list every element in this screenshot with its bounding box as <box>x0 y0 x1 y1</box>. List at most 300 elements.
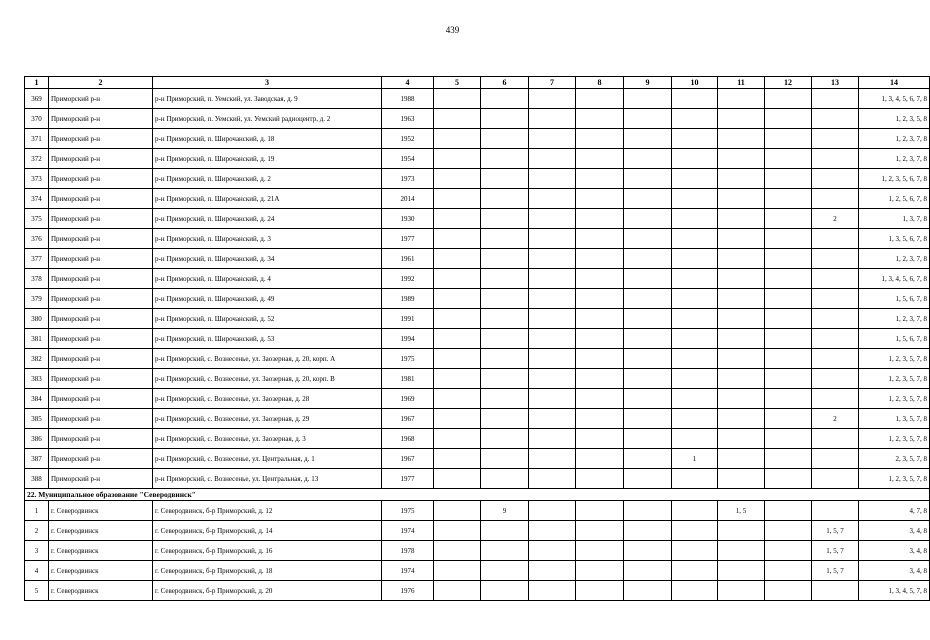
col12-cell <box>765 149 812 169</box>
col8-cell <box>576 289 624 309</box>
col7-cell <box>529 561 576 581</box>
col5-cell <box>434 561 481 581</box>
table-row <box>25 289 930 309</box>
section-title: 22. Муниципальное образование "Северодвинск" <box>25 489 930 501</box>
district-cell: Приморский р-н <box>49 429 153 449</box>
col9-cell <box>624 449 672 469</box>
col10-cell <box>672 269 718 289</box>
district-cell: Приморский р-н <box>49 309 153 329</box>
table-row <box>25 249 930 269</box>
col10-cell <box>672 249 718 269</box>
col8-cell <box>576 469 624 489</box>
col8-cell <box>576 389 624 409</box>
year-cell: 1974 <box>382 561 434 581</box>
year-cell: 1975 <box>382 501 434 521</box>
col14-cell: 1, 2, 3, 5, 7, 8 <box>859 369 930 389</box>
col7-cell <box>529 469 576 489</box>
row-number: 369 <box>25 89 49 109</box>
year-cell: 1967 <box>382 409 434 429</box>
col5-cell <box>434 289 481 309</box>
table-row <box>25 541 930 561</box>
address-cell: р-н Приморский, с. Вознесенье, ул. Центральная, д. 13 <box>153 469 382 489</box>
col14-cell: 1, 3, 7, 8 <box>859 209 930 229</box>
col14-cell: 1, 3, 5, 6, 7, 8 <box>859 229 930 249</box>
address-cell: р-н Приморский, п. Широчанский, д. 2 <box>153 169 382 189</box>
year-cell: 1967 <box>382 449 434 469</box>
row-number: 2 <box>25 521 49 541</box>
col11-cell <box>718 309 765 329</box>
col13-cell <box>812 469 859 489</box>
col10-cell: 1 <box>672 449 718 469</box>
column-header: 7 <box>529 77 576 89</box>
row-number: 388 <box>25 469 49 489</box>
col14-cell: 2, 3, 5, 7, 8 <box>859 449 930 469</box>
district-cell: г. Северодвинск <box>49 521 153 541</box>
col13-cell <box>812 89 859 109</box>
col7-cell <box>529 249 576 269</box>
col9-cell <box>624 229 672 249</box>
page-number: 439 <box>445 25 460 35</box>
col5-cell <box>434 309 481 329</box>
col11-cell <box>718 521 765 541</box>
address-cell: р-н Приморский, п. Уемский, ул. Заводская, д. 9 <box>153 89 382 109</box>
col10-cell <box>672 521 718 541</box>
col12-cell <box>765 209 812 229</box>
table-row <box>25 449 930 469</box>
year-cell: 2014 <box>382 189 434 209</box>
col14-cell: 3, 4, 8 <box>859 541 930 561</box>
col11-cell <box>718 469 765 489</box>
year-cell: 1978 <box>382 541 434 561</box>
year-cell: 1973 <box>382 169 434 189</box>
col5-cell <box>434 269 481 289</box>
col14-cell: 1, 2, 3, 5, 7, 8 <box>859 389 930 409</box>
col14-cell: 4, 7, 8 <box>859 501 930 521</box>
col8-cell <box>576 209 624 229</box>
col9-cell <box>624 409 672 429</box>
col10-cell <box>672 329 718 349</box>
table-row <box>25 389 930 409</box>
row-number: 1 <box>25 501 49 521</box>
row-number: 5 <box>25 581 49 601</box>
col5-cell <box>434 541 481 561</box>
district-cell: Приморский р-н <box>49 229 153 249</box>
col5-cell <box>434 209 481 229</box>
column-header: 6 <box>481 77 529 89</box>
col8-cell <box>576 229 624 249</box>
table-row <box>25 169 930 189</box>
address-cell: р-н Приморский, с. Вознесенье, ул. Заозерная, д. 29 <box>153 409 382 429</box>
col11-cell <box>718 429 765 449</box>
col11-cell <box>718 389 765 409</box>
col8-cell <box>576 249 624 269</box>
district-cell: г. Северодвинск <box>49 581 153 601</box>
year-cell: 1954 <box>382 149 434 169</box>
col14-cell: 1, 2, 3, 7, 8 <box>859 309 930 329</box>
district-cell: Приморский р-н <box>49 149 153 169</box>
col12-cell <box>765 129 812 149</box>
col12-cell <box>765 541 812 561</box>
col6-cell <box>481 109 529 129</box>
col13-cell <box>812 109 859 129</box>
address-cell: г. Северодвинск, б-р Приморский, д. 18 <box>153 561 382 581</box>
col8-cell <box>576 329 624 349</box>
address-cell: р-н Приморский, с. Вознесенье, ул. Заозерная, д. 20, корп. В <box>153 369 382 389</box>
col9-cell <box>624 289 672 309</box>
col13-cell <box>812 349 859 369</box>
table-row <box>25 209 930 229</box>
address-cell: р-н Приморский, п. Широчанский, д. 18 <box>153 129 382 149</box>
col7-cell <box>529 129 576 149</box>
col5-cell <box>434 449 481 469</box>
col5-cell <box>434 89 481 109</box>
col9-cell <box>624 561 672 581</box>
col9-cell <box>624 249 672 269</box>
col6-cell <box>481 409 529 429</box>
district-cell: г. Северодвинск <box>49 501 153 521</box>
district-cell: Приморский р-н <box>49 129 153 149</box>
year-cell: 1976 <box>382 581 434 601</box>
row-number: 375 <box>25 209 49 229</box>
col13-cell <box>812 581 859 601</box>
col11-cell <box>718 129 765 149</box>
col5-cell <box>434 109 481 129</box>
column-header: 1 <box>25 77 49 89</box>
year-cell: 1991 <box>382 309 434 329</box>
address-cell: г. Северодвинск, б-р Приморский, д. 16 <box>153 541 382 561</box>
col14-cell: 1, 3, 4, 5, 6, 7, 8 <box>859 89 930 109</box>
address-cell: р-н Приморский, с. Вознесенье, ул. Заозерная, д. 28 <box>153 389 382 409</box>
col5-cell <box>434 409 481 429</box>
table-row <box>25 309 930 329</box>
col8-cell <box>576 129 624 149</box>
col5-cell <box>434 189 481 209</box>
col6-cell <box>481 209 529 229</box>
col9-cell <box>624 389 672 409</box>
col6-cell <box>481 561 529 581</box>
col11-cell <box>718 149 765 169</box>
col10-cell <box>672 149 718 169</box>
col7-cell <box>529 429 576 449</box>
col10-cell <box>672 189 718 209</box>
col8-cell <box>576 561 624 581</box>
col9-cell <box>624 129 672 149</box>
col11-cell <box>718 189 765 209</box>
col7-cell <box>529 149 576 169</box>
row-number: 373 <box>25 169 49 189</box>
address-cell: г. Северодвинск, б-р Приморский, д. 12 <box>153 501 382 521</box>
col8-cell <box>576 349 624 369</box>
col13-cell <box>812 169 859 189</box>
address-cell: р-н Приморский, п. Широчанский, д. 34 <box>153 249 382 269</box>
col6-cell <box>481 229 529 249</box>
address-cell: г. Северодвинск, б-р Приморский, д. 14 <box>153 521 382 541</box>
district-cell: Приморский р-н <box>49 249 153 269</box>
col14-cell: 3, 4, 8 <box>859 521 930 541</box>
address-cell: р-н Приморский, п. Широчанский, д. 19 <box>153 149 382 169</box>
registry-table <box>24 76 930 601</box>
col11-cell <box>718 369 765 389</box>
col8-cell <box>576 449 624 469</box>
address-cell: р-н Приморский, п. Широчанский, д. 4 <box>153 269 382 289</box>
col11-cell <box>718 449 765 469</box>
col13-cell <box>812 229 859 249</box>
col13-cell <box>812 389 859 409</box>
table-row <box>25 561 930 581</box>
year-cell: 1969 <box>382 389 434 409</box>
col13-cell <box>812 309 859 329</box>
col7-cell <box>529 309 576 329</box>
col8-cell <box>576 581 624 601</box>
year-cell: 1992 <box>382 269 434 289</box>
table-row <box>25 89 930 109</box>
row-number: 371 <box>25 129 49 149</box>
district-cell: Приморский р-н <box>49 289 153 309</box>
row-number: 3 <box>25 541 49 561</box>
table-row <box>25 109 930 129</box>
col10-cell <box>672 469 718 489</box>
year-cell: 1977 <box>382 229 434 249</box>
col12-cell <box>765 329 812 349</box>
col6-cell <box>481 329 529 349</box>
col8-cell <box>576 109 624 129</box>
address-cell: р-н Приморский, п. Широчанский, д. 53 <box>153 329 382 349</box>
col14-cell: 1, 2, 3, 7, 8 <box>859 149 930 169</box>
year-cell: 1977 <box>382 469 434 489</box>
col6-cell <box>481 289 529 309</box>
year-cell: 1968 <box>382 429 434 449</box>
address-cell: р-н Приморский, п. Широчанский, д. 49 <box>153 289 382 309</box>
col7-cell <box>529 329 576 349</box>
section-header-row <box>25 489 930 501</box>
col9-cell <box>624 349 672 369</box>
col9-cell <box>624 209 672 229</box>
table-row <box>25 229 930 249</box>
year-cell: 1974 <box>382 521 434 541</box>
col5-cell <box>434 389 481 409</box>
column-header: 10 <box>672 77 718 89</box>
col7-cell <box>529 349 576 369</box>
col7-cell <box>529 209 576 229</box>
col6-cell <box>481 249 529 269</box>
col12-cell <box>765 229 812 249</box>
col8-cell <box>576 149 624 169</box>
column-header: 5 <box>434 77 481 89</box>
col12-cell <box>765 249 812 269</box>
col6-cell <box>481 169 529 189</box>
column-header: 8 <box>576 77 624 89</box>
col10-cell <box>672 389 718 409</box>
district-cell: г. Северодвинск <box>49 541 153 561</box>
table-row <box>25 149 930 169</box>
row-number: 376 <box>25 229 49 249</box>
col10-cell <box>672 89 718 109</box>
col6-cell <box>481 269 529 289</box>
year-cell: 1963 <box>382 109 434 129</box>
row-number: 372 <box>25 149 49 169</box>
column-header: 4 <box>382 77 434 89</box>
district-cell: Приморский р-н <box>49 169 153 189</box>
col10-cell <box>672 209 718 229</box>
col7-cell <box>529 229 576 249</box>
col12-cell <box>765 409 812 429</box>
col10-cell <box>672 169 718 189</box>
table-row <box>25 369 930 389</box>
col14-cell: 1, 3, 5, 7, 8 <box>859 409 930 429</box>
col7-cell <box>529 289 576 309</box>
col6-cell <box>481 149 529 169</box>
column-header: 12 <box>765 77 812 89</box>
year-cell: 1930 <box>382 209 434 229</box>
col7-cell <box>529 409 576 429</box>
col14-cell: 1, 2, 5, 6, 7, 8 <box>859 189 930 209</box>
col12-cell <box>765 109 812 129</box>
col13-cell <box>812 289 859 309</box>
address-cell: р-н Приморский, с. Вознесенье, ул. Заозерная, д. 20, корп. А <box>153 349 382 369</box>
col7-cell <box>529 169 576 189</box>
col6-cell <box>481 389 529 409</box>
col6-cell <box>481 541 529 561</box>
col14-cell: 1, 2, 3, 5, 7, 8 <box>859 429 930 449</box>
row-number: 381 <box>25 329 49 349</box>
col9-cell <box>624 169 672 189</box>
col11-cell <box>718 561 765 581</box>
col13-cell <box>812 149 859 169</box>
col6-cell <box>481 309 529 329</box>
col10-cell <box>672 289 718 309</box>
col9-cell <box>624 429 672 449</box>
col6-cell <box>481 521 529 541</box>
row-number: 370 <box>25 109 49 129</box>
district-cell: Приморский р-н <box>49 449 153 469</box>
col7-cell <box>529 521 576 541</box>
district-cell: Приморский р-н <box>49 349 153 369</box>
row-number: 380 <box>25 309 49 329</box>
col12-cell <box>765 369 812 389</box>
col11-cell: 1, 5 <box>718 501 765 521</box>
address-cell: г. Северодвинск, б-р Приморский, д. 20 <box>153 581 382 601</box>
row-number: 383 <box>25 369 49 389</box>
table-row <box>25 581 930 601</box>
col12-cell <box>765 521 812 541</box>
col6-cell <box>481 189 529 209</box>
col8-cell <box>576 269 624 289</box>
col13-cell <box>812 501 859 521</box>
col8-cell <box>576 309 624 329</box>
col9-cell <box>624 581 672 601</box>
col11-cell <box>718 289 765 309</box>
col5-cell <box>434 129 481 149</box>
district-cell: Приморский р-н <box>49 409 153 429</box>
col13-cell <box>812 429 859 449</box>
col11-cell <box>718 541 765 561</box>
col12-cell <box>765 189 812 209</box>
table-row <box>25 469 930 489</box>
col14-cell: 1, 5, 6, 7, 8 <box>859 329 930 349</box>
row-number: 386 <box>25 429 49 449</box>
col8-cell <box>576 409 624 429</box>
col9-cell <box>624 329 672 349</box>
col14-cell: 1, 5, 6, 7, 8 <box>859 289 930 309</box>
col8-cell <box>576 89 624 109</box>
col9-cell <box>624 501 672 521</box>
col13-cell <box>812 329 859 349</box>
col10-cell <box>672 581 718 601</box>
year-cell: 1994 <box>382 329 434 349</box>
col7-cell <box>529 501 576 521</box>
col9-cell <box>624 309 672 329</box>
row-number: 382 <box>25 349 49 369</box>
col10-cell <box>672 501 718 521</box>
table-row <box>25 349 930 369</box>
col14-cell: 1, 2, 3, 7, 8 <box>859 249 930 269</box>
col12-cell <box>765 289 812 309</box>
col11-cell <box>718 109 765 129</box>
col10-cell <box>672 369 718 389</box>
col11-cell <box>718 209 765 229</box>
year-cell: 1988 <box>382 89 434 109</box>
row-number: 385 <box>25 409 49 429</box>
table-row <box>25 521 930 541</box>
col6-cell <box>481 469 529 489</box>
col8-cell <box>576 541 624 561</box>
col12-cell <box>765 269 812 289</box>
col9-cell <box>624 189 672 209</box>
row-number: 374 <box>25 189 49 209</box>
col12-cell <box>765 581 812 601</box>
col13-cell <box>812 129 859 149</box>
column-header: 14 <box>859 77 930 89</box>
col6-cell <box>481 449 529 469</box>
year-cell: 1981 <box>382 369 434 389</box>
col11-cell <box>718 581 765 601</box>
table-row <box>25 129 930 149</box>
row-number: 378 <box>25 269 49 289</box>
col7-cell <box>529 541 576 561</box>
row-number: 377 <box>25 249 49 269</box>
col12-cell <box>765 429 812 449</box>
address-cell: р-н Приморский, п. Широчанский, д. 24 <box>153 209 382 229</box>
col5-cell <box>434 149 481 169</box>
col11-cell <box>718 329 765 349</box>
col11-cell <box>718 89 765 109</box>
col5-cell <box>434 329 481 349</box>
col6-cell <box>481 429 529 449</box>
col11-cell <box>718 229 765 249</box>
col10-cell <box>672 229 718 249</box>
col11-cell <box>718 169 765 189</box>
col13-cell: 1, 5, 7 <box>812 561 859 581</box>
col9-cell <box>624 149 672 169</box>
col10-cell <box>672 349 718 369</box>
table-row <box>25 409 930 429</box>
col5-cell <box>434 501 481 521</box>
col10-cell <box>672 409 718 429</box>
column-header: 11 <box>718 77 765 89</box>
col9-cell <box>624 89 672 109</box>
column-header: 13 <box>812 77 859 89</box>
col10-cell <box>672 309 718 329</box>
year-cell: 1989 <box>382 289 434 309</box>
col8-cell <box>576 429 624 449</box>
col6-cell <box>481 349 529 369</box>
district-cell: г. Северодвинск <box>49 561 153 581</box>
col8-cell <box>576 189 624 209</box>
district-cell: Приморский р-н <box>49 269 153 289</box>
address-cell: р-н Приморский, п. Широчанский, д. 52 <box>153 309 382 329</box>
col13-cell: 1, 5, 7 <box>812 521 859 541</box>
row-number: 384 <box>25 389 49 409</box>
